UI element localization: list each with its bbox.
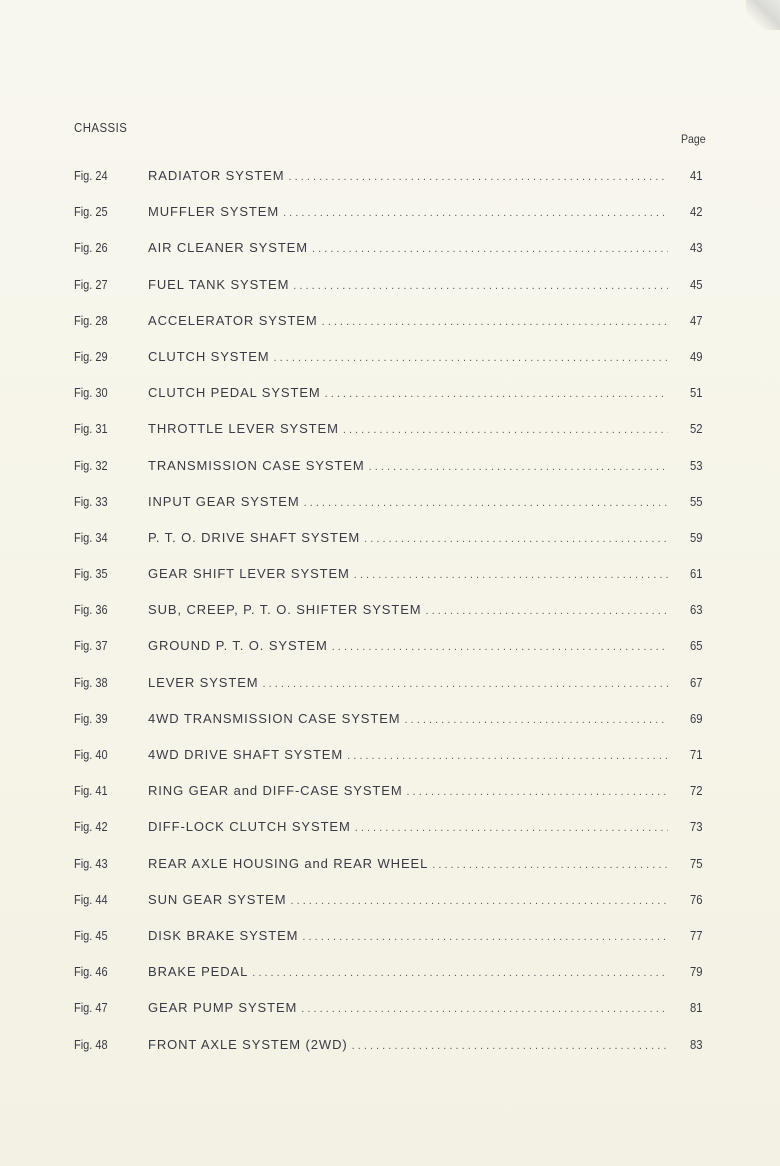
figure-number: Fig. 47 xyxy=(74,1001,108,1016)
entry-title: SUN GEAR SYSTEM xyxy=(148,891,287,907)
page-number: 73 xyxy=(690,820,703,835)
toc-row xyxy=(0,311,780,347)
page-number: 81 xyxy=(690,1001,703,1016)
toc-row xyxy=(0,202,780,238)
dot-leader xyxy=(332,641,668,653)
dot-leader xyxy=(263,678,669,690)
toc-entry xyxy=(148,892,668,907)
entry-title: GEAR SHIFT LEVER SYSTEM xyxy=(148,566,350,582)
page-column-header: Page xyxy=(681,132,706,146)
toc-entry xyxy=(148,421,668,436)
entry-title: RADIATOR SYSTEM xyxy=(148,168,285,183)
toc-entry xyxy=(148,964,668,979)
toc-row xyxy=(0,709,780,745)
dot-leader xyxy=(283,207,668,219)
toc-row xyxy=(0,890,780,926)
table-of-contents xyxy=(0,166,780,1071)
toc-entry xyxy=(148,349,668,364)
toc-row xyxy=(0,528,780,564)
dot-leader xyxy=(347,750,668,762)
figure-number: Fig. 38 xyxy=(74,675,108,690)
page-number: 61 xyxy=(690,567,703,582)
entry-title: TRANSMISSION CASE SYSTEM xyxy=(148,457,365,473)
figure-number: Fig. 40 xyxy=(74,748,108,762)
dot-leader xyxy=(293,280,668,292)
figure-number: Fig. 35 xyxy=(74,567,108,582)
figure-number: Fig. 41 xyxy=(74,784,108,799)
figure-number: Fig. 45 xyxy=(74,928,108,943)
figure-number: Fig. 39 xyxy=(74,711,108,726)
entry-title: ACCELERATOR SYSTEM xyxy=(148,312,318,328)
toc-row xyxy=(0,347,780,383)
page-number: 47 xyxy=(690,313,703,328)
toc-entry xyxy=(148,783,668,798)
page-number: 83 xyxy=(690,1037,703,1052)
toc-entry xyxy=(148,638,668,653)
toc-row xyxy=(0,962,780,998)
toc-entry xyxy=(148,602,668,617)
page-number: 53 xyxy=(690,458,703,473)
dot-leader xyxy=(343,424,668,436)
figure-number: Fig. 33 xyxy=(74,494,108,509)
dot-leader xyxy=(289,171,668,183)
toc-entry xyxy=(148,494,668,509)
toc-entry xyxy=(148,856,668,871)
figure-number: Fig. 46 xyxy=(74,965,108,980)
entry-title: FRONT AXLE SYSTEM (2WD) xyxy=(148,1036,348,1052)
toc-row xyxy=(0,926,780,962)
dot-leader xyxy=(322,316,668,328)
page-number: 67 xyxy=(690,675,703,690)
toc-entry xyxy=(148,313,668,328)
toc-row xyxy=(0,781,780,817)
dot-leader xyxy=(252,967,668,979)
toc-row xyxy=(0,492,780,528)
entry-title: 4WD TRANSMISSION CASE SYSTEM xyxy=(148,710,401,726)
toc-row xyxy=(0,854,780,890)
toc-row xyxy=(0,1035,780,1071)
entry-title: GEAR PUMP SYSTEM xyxy=(148,1000,298,1016)
dot-leader xyxy=(352,1040,668,1052)
page-number: 52 xyxy=(690,422,703,437)
toc-entry xyxy=(148,385,668,400)
page-number: 76 xyxy=(690,892,703,907)
dot-leader xyxy=(405,714,669,726)
dot-leader xyxy=(304,497,668,509)
figure-number: Fig. 34 xyxy=(74,530,108,545)
dot-leader xyxy=(312,243,668,255)
toc-row xyxy=(0,636,780,672)
entry-title: 4WD DRIVE SHAFT SYSTEM xyxy=(148,747,344,762)
figure-number: Fig. 43 xyxy=(74,856,108,871)
entry-title: CLUTCH PEDAL SYSTEM xyxy=(148,385,321,401)
entry-title: AIR CLEANER SYSTEM xyxy=(148,240,308,256)
entry-title: GROUND P. T. O. SYSTEM xyxy=(148,638,328,654)
dot-leader xyxy=(432,859,668,871)
entry-title: BRAKE PEDAL xyxy=(148,964,249,980)
entry-title: DISK BRAKE SYSTEM xyxy=(148,927,299,943)
page-number: 49 xyxy=(690,349,703,364)
page-number: 72 xyxy=(690,784,703,799)
figure-number: Fig. 29 xyxy=(74,349,108,364)
toc-row xyxy=(0,166,780,202)
dot-leader xyxy=(426,605,668,617)
toc-entry xyxy=(148,240,668,255)
toc-row xyxy=(0,673,780,709)
figure-number: Fig. 37 xyxy=(74,639,108,654)
toc-entry xyxy=(148,530,668,545)
page-number: 79 xyxy=(690,965,703,980)
page-number: 77 xyxy=(690,928,703,943)
page-number: 41 xyxy=(690,169,703,183)
entry-title: LEVER SYSTEM xyxy=(148,674,259,690)
toc-row xyxy=(0,564,780,600)
figure-number: Fig. 44 xyxy=(74,892,108,907)
entry-title: P. T. O. DRIVE SHAFT SYSTEM xyxy=(148,529,361,545)
page-number: 75 xyxy=(690,856,703,871)
figure-number: Fig. 30 xyxy=(74,386,108,401)
figure-number: Fig. 25 xyxy=(74,205,108,220)
dot-leader xyxy=(354,569,668,581)
toc-entry xyxy=(148,819,668,834)
page-number: 71 xyxy=(690,748,703,762)
toc-entry xyxy=(148,277,668,292)
figure-number: Fig. 27 xyxy=(74,277,108,292)
page-number: 42 xyxy=(690,205,703,220)
toc-row xyxy=(0,238,780,274)
figure-number: Fig. 24 xyxy=(74,169,108,183)
toc-entry xyxy=(148,168,668,183)
page-number: 43 xyxy=(690,241,703,256)
figure-number: Fig. 48 xyxy=(74,1037,108,1052)
figure-number: Fig. 42 xyxy=(74,820,108,835)
entry-title: DIFF-LOCK CLUTCH SYSTEM xyxy=(148,819,351,835)
dot-leader xyxy=(369,461,668,473)
entry-title: CLUTCH SYSTEM xyxy=(148,348,270,364)
toc-row xyxy=(0,456,780,492)
figure-number: Fig. 36 xyxy=(74,603,108,618)
figure-number: Fig. 31 xyxy=(74,422,108,437)
dot-leader xyxy=(290,895,668,907)
toc-entry xyxy=(148,1037,668,1052)
entry-title: MUFFLER SYSTEM xyxy=(148,204,280,220)
toc-entry xyxy=(148,458,668,473)
page-number: 51 xyxy=(690,386,703,401)
toc-entry xyxy=(148,928,668,943)
toc-row xyxy=(0,998,780,1034)
entry-title: REAR AXLE HOUSING and REAR WHEEL xyxy=(148,855,429,871)
toc-entry xyxy=(148,711,668,726)
toc-row xyxy=(0,383,780,419)
entry-title: INPUT GEAR SYSTEM xyxy=(148,493,300,509)
section-title: CHASSIS xyxy=(74,120,128,135)
page-number: 65 xyxy=(690,639,703,654)
entry-title: SUB, CREEP, P. T. O. SHIFTER SYSTEM xyxy=(148,602,422,618)
dot-leader xyxy=(301,1003,668,1015)
dot-leader xyxy=(325,388,668,400)
page-number: 55 xyxy=(690,494,703,509)
dot-leader xyxy=(355,822,668,834)
entry-title: THROTTLE LEVER SYSTEM xyxy=(148,421,339,437)
toc-entry xyxy=(148,204,668,219)
toc-entry xyxy=(148,675,668,690)
toc-row xyxy=(0,600,780,636)
entry-title: FUEL TANK SYSTEM xyxy=(148,276,290,292)
toc-row xyxy=(0,275,780,311)
toc-row xyxy=(0,419,780,455)
dot-leader xyxy=(274,352,669,364)
page-number: 69 xyxy=(690,711,703,726)
toc-entry xyxy=(148,747,668,762)
toc-row xyxy=(0,817,780,853)
figure-number: Fig. 28 xyxy=(74,313,108,328)
figure-number: Fig. 32 xyxy=(74,458,108,473)
page-number: 59 xyxy=(690,530,703,545)
entry-title: RING GEAR and DIFF-CASE SYSTEM xyxy=(148,783,403,799)
page-number: 45 xyxy=(690,277,703,292)
figure-number: Fig. 26 xyxy=(74,241,108,256)
dot-leader xyxy=(364,533,668,545)
toc-row xyxy=(0,745,780,781)
dot-leader xyxy=(407,786,668,798)
page-corner-curl xyxy=(746,0,780,30)
dot-leader xyxy=(302,931,668,943)
page-number: 63 xyxy=(690,603,703,618)
toc-entry xyxy=(148,1000,668,1015)
toc-entry xyxy=(148,566,668,581)
